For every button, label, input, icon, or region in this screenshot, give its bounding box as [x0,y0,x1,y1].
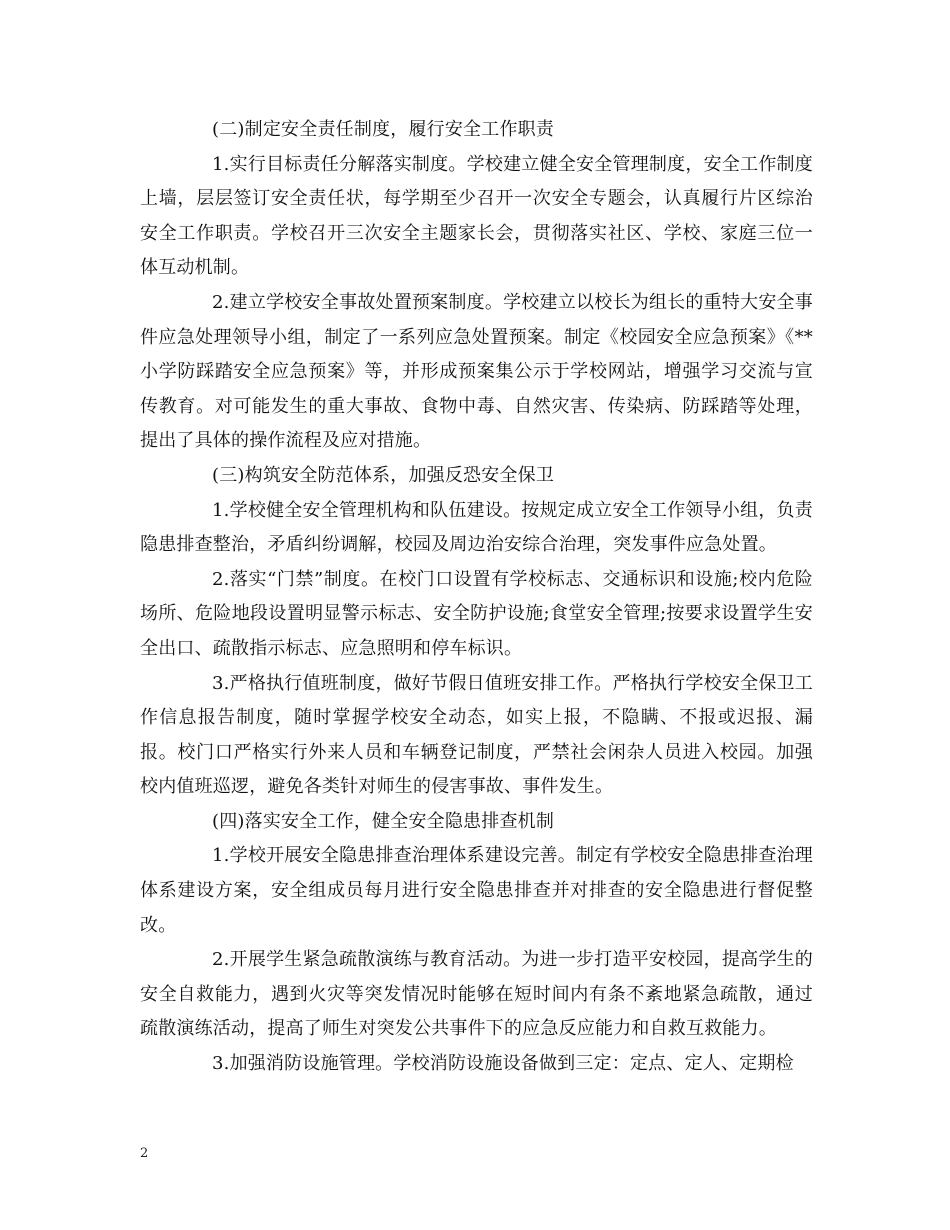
paragraph-3-3: 3.严格执行值班制度，做好节假日值班安排工作。严格执行学校安全保卫工作信息报告制度，随时掌握学校安全动态，如实上报，不隐瞒、不报或迟报、漏报。校门口严格实行外来人员和车辆登记制度，严禁社会闲杂人员进入校园。加强校内值班巡逻，避免各类针对师生的侵害事故、事件发生。 [140,672,813,798]
section-heading-2: (二)制定安全责任制度，履行安全工作职责 [212,119,555,140]
document-body [140,113,813,1082]
paragraph-2-1: 1.实行目标责任分解落实制度。学校建立健全安全管理制度，安全工作制度上墙，层层签订安全责任状，每学期至少召开一次安全专题会，认真履行片区综治安全工作职责。学校召开三次安全主题家长会，贯彻落实社区、学校、家庭三位一体互动机制。 [140,153,813,279]
section-heading-4: (四)落实安全工作，健全安全隐患排查机制 [212,810,555,832]
section-heading-3: (三)构筑安全防范体系，加强反恐安全保卫 [212,464,555,486]
paragraph-4-1: 1.学校开展安全隐患排查治理体系建设完善。制定有学校安全隐患排查治理体系建设方案，安全组成员每月进行安全隐患排查并对排查的安全隐患进行督促整改。 [140,845,813,936]
paragraph-4-2: 2.开展学生紧急疏散演练与教育活动。为进一步打造平安校园，提高学生的安全自救能力，遇到火灾等突发情况时能够在短时间内有条不紊地紧急疏散，通过疏散演练活动，提高了师生对突发公共事件下的应急反应能力和自救互救能力。 [140,949,813,1040]
paragraph-3-2: 2.落实“门禁”制度。在校门口设置有学校标志、交通标识和设施;校内危险场所、危险地段设置明显警示标志、安全防护设施;食堂安全管理;按要求设置学生安全出口、疏散指示标志、应急照明和停车标识。 [140,568,813,659]
page-number: 2 [140,1146,149,1161]
paragraph-2-2: 2.建立学校安全事故处置预案制度。学校建立以校长为组长的重特大安全事件应急处理领导小组，制定了一系列应急处置预案。制定《校园安全应急预案》《**小学防踩踏安全应急预案》等，并形成预案集公示于学校网站，增强学习交流与宣传教育。对可能发生的重大事故、食物中毒、自然灾害、传染病、防踩踏等处理，提出了具体的操作流程及应对措施。 [140,291,813,452]
paragraph-3-1: 1.学校健全安全管理机构和队伍建设。按规定成立安全工作领导小组，负责隐患排查整治，矛盾纠纷调解，校园及周边治安综合治理，突发事件应急处置。 [140,499,813,556]
paragraph-4-3: 3.加强消防设施管理。学校消防设施设备做到三定：定点、定人、定期检 [212,1053,794,1075]
